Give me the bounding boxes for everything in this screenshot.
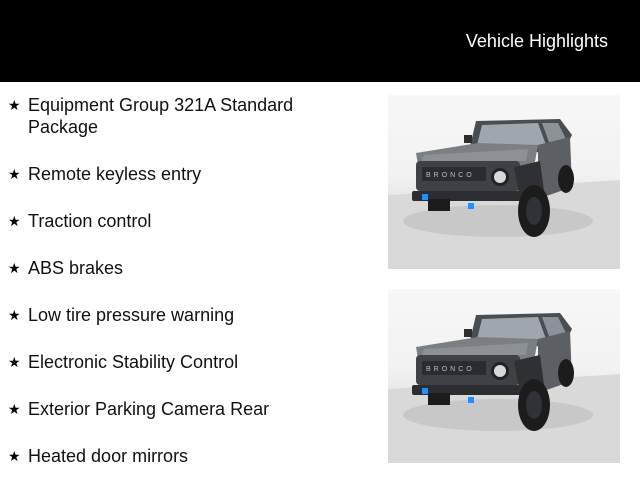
feature-label: Electronic Stability Control	[28, 352, 239, 372]
feature-item	[8, 257, 358, 279]
header-title: Vehicle Highlights	[465, 31, 608, 51]
feature-list	[8, 94, 358, 480]
suv-illustration	[388, 289, 620, 463]
vehicle-photo	[388, 95, 620, 269]
star-icon: ★	[8, 448, 21, 464]
vehicle-photo	[388, 289, 620, 463]
header-bar	[0, 0, 640, 82]
star-icon: ★	[8, 401, 21, 417]
feature-label: Low tire pressure warning	[28, 305, 235, 325]
feature-label: Traction control	[28, 211, 152, 231]
feature-item	[8, 445, 358, 467]
feature-label: Remote keyless entry	[28, 164, 202, 184]
feature-item	[8, 351, 358, 373]
svg-text:BRONCO: BRONCO	[426, 366, 475, 373]
feature-label: Equipment Group 321A Standard Package	[28, 95, 294, 137]
star-icon: ★	[8, 166, 21, 182]
feature-label: ABS brakes	[28, 258, 124, 278]
feature-item	[8, 304, 358, 326]
star-icon: ★	[8, 354, 21, 370]
feature-item	[8, 210, 358, 232]
feature-item	[8, 163, 358, 185]
star-icon: ★	[8, 97, 21, 113]
star-icon: ★	[8, 213, 21, 229]
feature-item	[8, 398, 358, 420]
star-icon: ★	[8, 260, 21, 276]
suv-illustration	[388, 95, 620, 269]
feature-label: Exterior Parking Camera Rear	[28, 399, 270, 419]
star-icon: ★	[8, 307, 21, 323]
feature-item	[8, 94, 358, 138]
feature-label: Heated door mirrors	[28, 446, 189, 466]
svg-text:BRONCO: BRONCO	[426, 172, 475, 179]
